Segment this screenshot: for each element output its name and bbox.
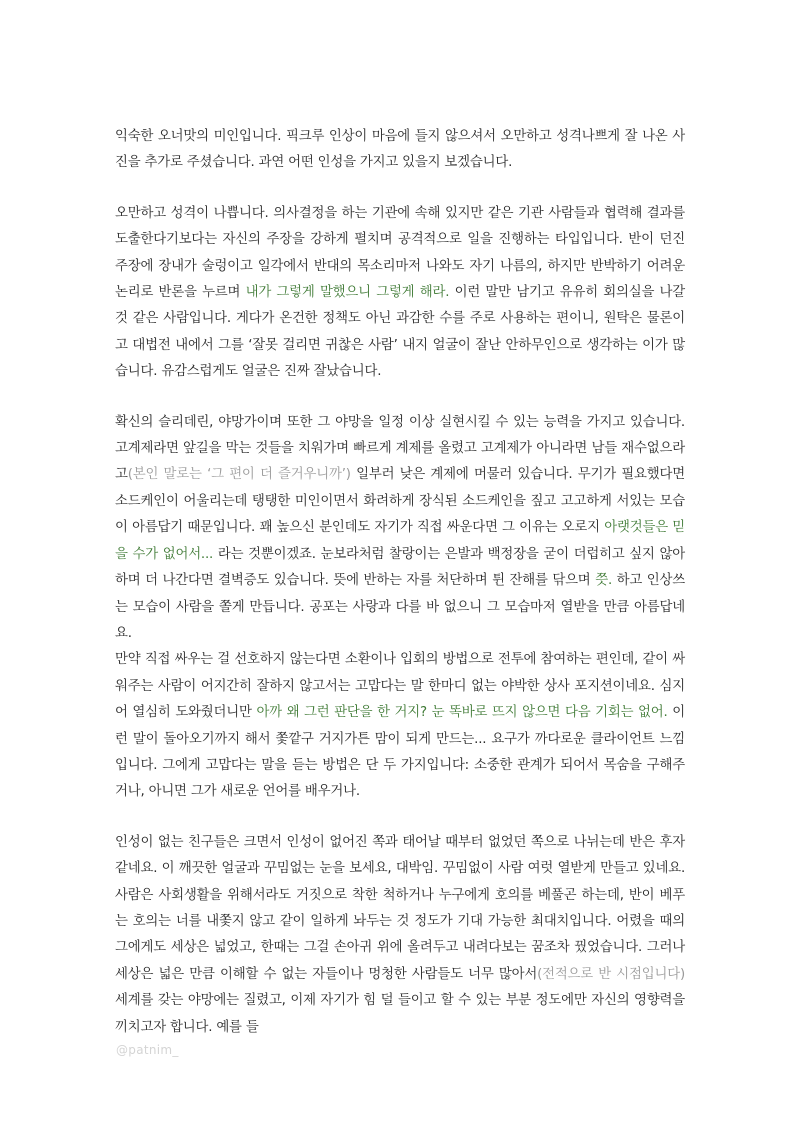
paragraph-battle xyxy=(115,647,685,805)
paragraph-ambition xyxy=(115,410,685,648)
watermark: @patnim_ xyxy=(116,1043,179,1057)
quote-highlight: 아까 왜 그런 판단을 한 거지? 눈 똑바로 뜨지 않으면 다음 기회는 없어. xyxy=(256,705,668,721)
text-run: 일부러 낮은 계제에 머물러 있습니다. 무기가 필요했다면 소드케인이 어울리는데 탱탱한 미인이면서 화려하게 장식된 소드케인을 짚고 고고하게 서있는 모습이 아름답기 때문입니다. 꽤 높으신 분인데도 자기가 직접 싸운다면 그 이유는 오로지 xyxy=(115,467,685,536)
aside-note: (전적으로 반 시점입니다) xyxy=(537,966,686,982)
text-run: 하고 인상쓰는 모습이 사람을 쫄게 만듭니다. 공포는 사랑과 다를 바 없으니 그 모습마저 열받을 만큼 아름답네요. xyxy=(115,573,686,641)
aside-note: (본인 말로는 ‘그 편이 더 즐거우니까’) xyxy=(127,467,351,483)
text-run: 세계를 갖는 야망에는 질렸고, 이제 자기가 힘 덜 들이고 할 수 있는 부분 정도에만 자신의 영향력을 끼치고자 합니다. 예를 들 xyxy=(115,993,685,1035)
paragraph-gap xyxy=(115,386,685,410)
paragraph-gap xyxy=(115,177,685,201)
paragraph-intro-text: 익숙한 오너맛의 미인입니다. 픽크루 인상이 마음에 들지 않으셔서 오만하고 성격나쁘게 잘 나온 사진을 추가로 주셨습니다. 과연 어떤 인성을 가지고 있을지 보겠습니다. xyxy=(115,129,685,171)
quote-highlight: 아랫것들은 믿을 수가 없어서... xyxy=(115,520,686,562)
quote-highlight: 내가 그렇게 말했으니 그렇게 해라. xyxy=(245,285,450,301)
document-body xyxy=(115,124,685,1041)
paragraph-personality xyxy=(115,201,685,386)
text-run: 인성이 없는 친구들은 크면서 인성이 없어진 쪽과 태어날 때부터 없었던 쪽으로 나뉘는데 반은 후자 같네요. 이 깨끗한 얼굴과 꾸밈없는 눈을 보세요, 대박임. 꾸밈없이 사람 여럿 열받게 만들고 있네요. 사람은 사회생활을 위해서라도 거짓으로 착한 척하거나 누구에게 호의를 베풀곤 하는데, 반이 베푸는 호의는 너를 내쫓지 않고 같이 일하게 놔두는 것 정도가 기대 가능한 최대치입니다. 어렸을 때의 그에게도 세상은 넓었고, 한때는 그걸 손아귀 위에 올려두고 내려다보는 꿈조차 꿨었습니다. 그러나 세상은 넓은 만큼 이해할 수 없는 자들이나 멍청한 사람들도 너무 많아서 xyxy=(115,834,685,982)
text-run: 이런 말이 돌아오기까지 해서 쫓깥구 거지가튼 맘이 되게 만드는... 요구가 까다로운 클라이언트 느낌입니다. 그에게 고맙다는 말을 듣는 방법은 단 두 가지입니다: 소중한 관계가 되어서 목숨을 구해주거나, 아니면 그가 새로운 언어를 배우거나. xyxy=(115,705,685,800)
quote-highlight: 쯧. xyxy=(595,573,613,589)
paragraph-character xyxy=(115,830,685,1041)
text-run: 확신의 슬리데린, 야망가이며 또한 그 야망을 일정 이상 실현시킬 수 있는 능력을 가지고 있습니다. 고계제라면 앞길을 막는 것들을 치워가며 빠르게 계제를 올렸고 고계제가 아니라면 남들 재수없으라고 xyxy=(115,414,685,483)
text-run: 이런 말만 남기고 유유히 회의실을 나갈 것 같은 사람입니다. 게다가 온건한 정책도 아닌 과감한 수를 주로 사용하는 편이니, 원탁은 물론이고 대법전 내에서 그를 ‘잘못 걸리면 귀찮은 사람’ 내지 얼굴이 잘난 안하무인으로 생각하는 이가 많습니다. 유감스럽게도 얼굴은 진짜 잘났습니다. xyxy=(115,285,686,380)
text-run: 라는 것뿐이겠죠. 눈보라처럼 찰랑이는 은발과 백정장을 굳이 더럽히고 싶지 않아하며 더 나간다면 결벽증도 있습니다. 뜻에 반하는 자를 처단하며 튄 잔해를 닦으며 xyxy=(115,546,685,589)
text-run: 만약 직접 싸우는 걸 선호하지 않는다면 소환이나 입회의 방법으로 전투에 참여하는 편인데, 같이 싸워주는 사람이 어지간히 잘하지 않고서는 고맙다는 말 한마디 없는 야박한 상사 포지션이네요. 심지어 열심히 도와줬더니만 xyxy=(115,652,685,721)
paragraph-gap xyxy=(115,806,685,830)
paragraph-intro xyxy=(115,124,685,177)
text-run: 오만하고 성격이 나쁩니다. 의사결정을 하는 기관에 속해 있지만 같은 기관 사람들과 협력해 결과를 도출한다기보다는 자신의 주장을 강하게 펼치며 공격적으로 일을 진행하는 타입입니다. 반이 던진 주장에 장내가 술렁이고 일각에서 반대의 목소리마저 나와도 자기 나름의, 하지만 반박하기 어려운 논리로 반론을 누르며 xyxy=(115,205,685,301)
